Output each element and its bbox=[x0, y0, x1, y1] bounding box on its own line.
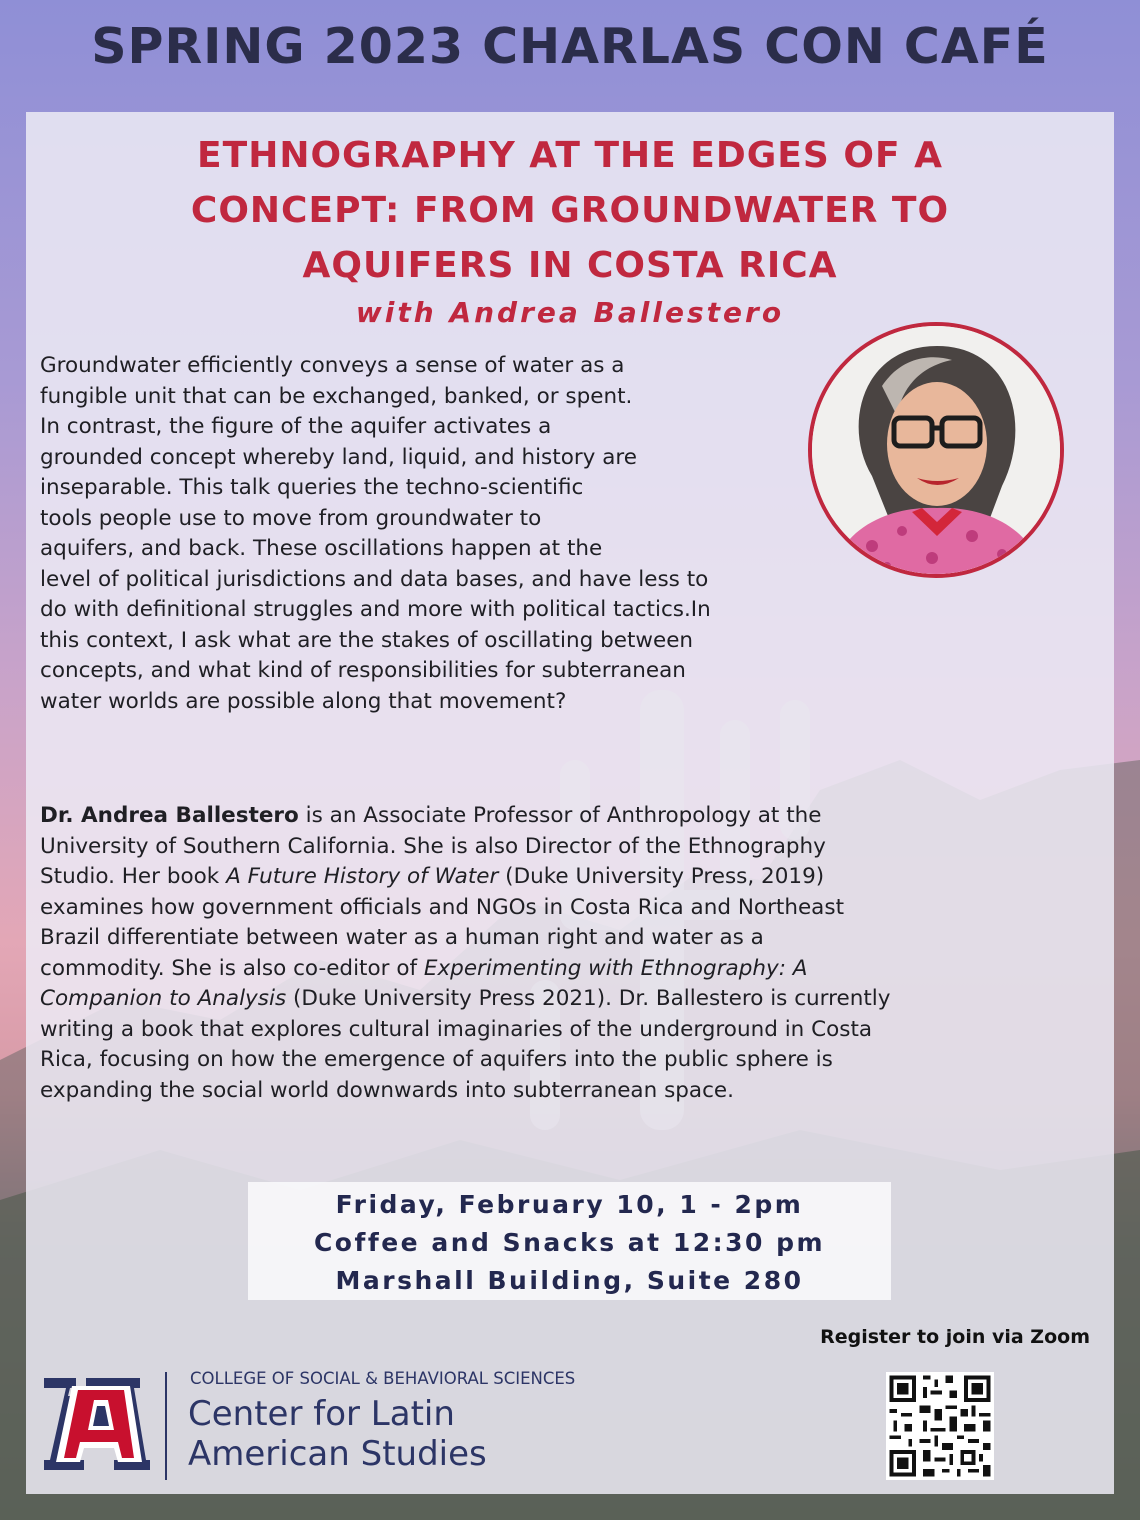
bio-line: writing a book that explores cultural imaginaries of the underground in Costa bbox=[40, 1016, 873, 1042]
event-details bbox=[248, 1182, 891, 1300]
abstract-line: concepts, and what kind of responsibilities for subterranean bbox=[40, 658, 686, 683]
bio-text: (Duke University Press 2021). Dr. Ballestero is currently bbox=[286, 986, 891, 1011]
bio-text: Studio. Her book bbox=[40, 864, 227, 889]
series-title: SPRING 2023 CHARLAS CON CAFÉ bbox=[91, 18, 1049, 75]
abstract-line: tools people use to move from groundwater to bbox=[40, 505, 542, 531]
bio-line bbox=[40, 984, 1104, 1015]
bio-line: University of Southern California. She is also Director of the Ethnography bbox=[40, 833, 826, 859]
footer-divider bbox=[165, 1372, 167, 1480]
abstract-line: Groundwater efficiently conveys a sense of water as a bbox=[40, 353, 625, 378]
abstract-line: fungible unit that can be exchanged, banked, or spent. bbox=[40, 383, 633, 409]
talk-title-line: ETHNOGRAPHY AT THE EDGES OF A bbox=[197, 135, 943, 176]
event-date-time: Friday, February 10, 1 - 2pm bbox=[335, 1190, 804, 1219]
bio-line bbox=[40, 801, 1104, 832]
bio-text: is an Associate Professor of Anthropology at the bbox=[298, 803, 822, 828]
speaker-photo bbox=[808, 322, 1064, 578]
abstract-line: aquifers, and back. These oscillations happen at the bbox=[40, 536, 603, 561]
bio-text: (Duke University Press, 2019) bbox=[498, 864, 825, 889]
bio-line: expanding the social world downwards into subterranean space. bbox=[40, 1077, 734, 1103]
speaker-bio bbox=[40, 801, 1104, 1106]
book-title: A Future History of Water bbox=[226, 864, 499, 889]
bio-line: examines how government officials and NGOs in Costa Rica and Northeast bbox=[40, 894, 844, 920]
abstract-line: grounded concept whereby land, liquid, and history are bbox=[40, 444, 638, 470]
talk-title-line: CONCEPT: FROM GROUNDWATER TO bbox=[190, 190, 950, 231]
register-label: Register to join via Zoom bbox=[820, 1326, 1090, 1348]
talk-title bbox=[26, 128, 1114, 293]
book-title: Companion to Analysis bbox=[40, 986, 287, 1011]
center-name bbox=[188, 1394, 487, 1474]
speaker-name: Dr. Andrea Ballestero bbox=[40, 803, 299, 828]
abstract-line: do with definitional struggles and more with political tactics.In bbox=[40, 597, 711, 622]
bio-text: commodity. She is also co-editor of bbox=[40, 955, 424, 981]
university-logo bbox=[42, 1370, 152, 1478]
event-location: Marshall Building, Suite 280 bbox=[335, 1266, 804, 1295]
bio-line: Rica, focusing on how the emergence of aquifers into the public sphere is bbox=[40, 1047, 833, 1072]
abstract-line: In contrast, the figure of the aquifer activates a bbox=[40, 414, 552, 439]
abstract-line: inseparable. This talk queries the techno-scientific bbox=[40, 475, 584, 500]
qr-code[interactable] bbox=[886, 1372, 994, 1480]
abstract-line: water worlds are possible along that movement? bbox=[40, 688, 567, 714]
talk-abstract bbox=[40, 351, 860, 717]
talk-title-line: AQUIFERS IN COSTA RICA bbox=[302, 245, 838, 286]
center-name-line: American Studies bbox=[188, 1434, 487, 1474]
portrait-illustration bbox=[812, 326, 1060, 574]
abstract-line: this context, I ask what are the stakes of oscillating between bbox=[40, 627, 694, 653]
college-name: COLLEGE OF SOCIAL & BEHAVIORAL SCIENCES bbox=[190, 1369, 576, 1388]
event-refreshments: Coffee and Snacks at 12:30 pm bbox=[313, 1228, 826, 1257]
bio-line bbox=[40, 954, 1104, 985]
book-title: Experimenting with Ethnography: A bbox=[423, 955, 808, 981]
speaker-line: with Andrea Ballestero bbox=[355, 296, 785, 329]
center-name-line: Center for Latin bbox=[188, 1394, 455, 1434]
bio-line: Brazil differentiate between water as a human right and water as a bbox=[40, 925, 764, 950]
bio-line bbox=[40, 862, 1104, 893]
abstract-line: level of political jurisdictions and data bases, and have less to bbox=[40, 566, 709, 592]
